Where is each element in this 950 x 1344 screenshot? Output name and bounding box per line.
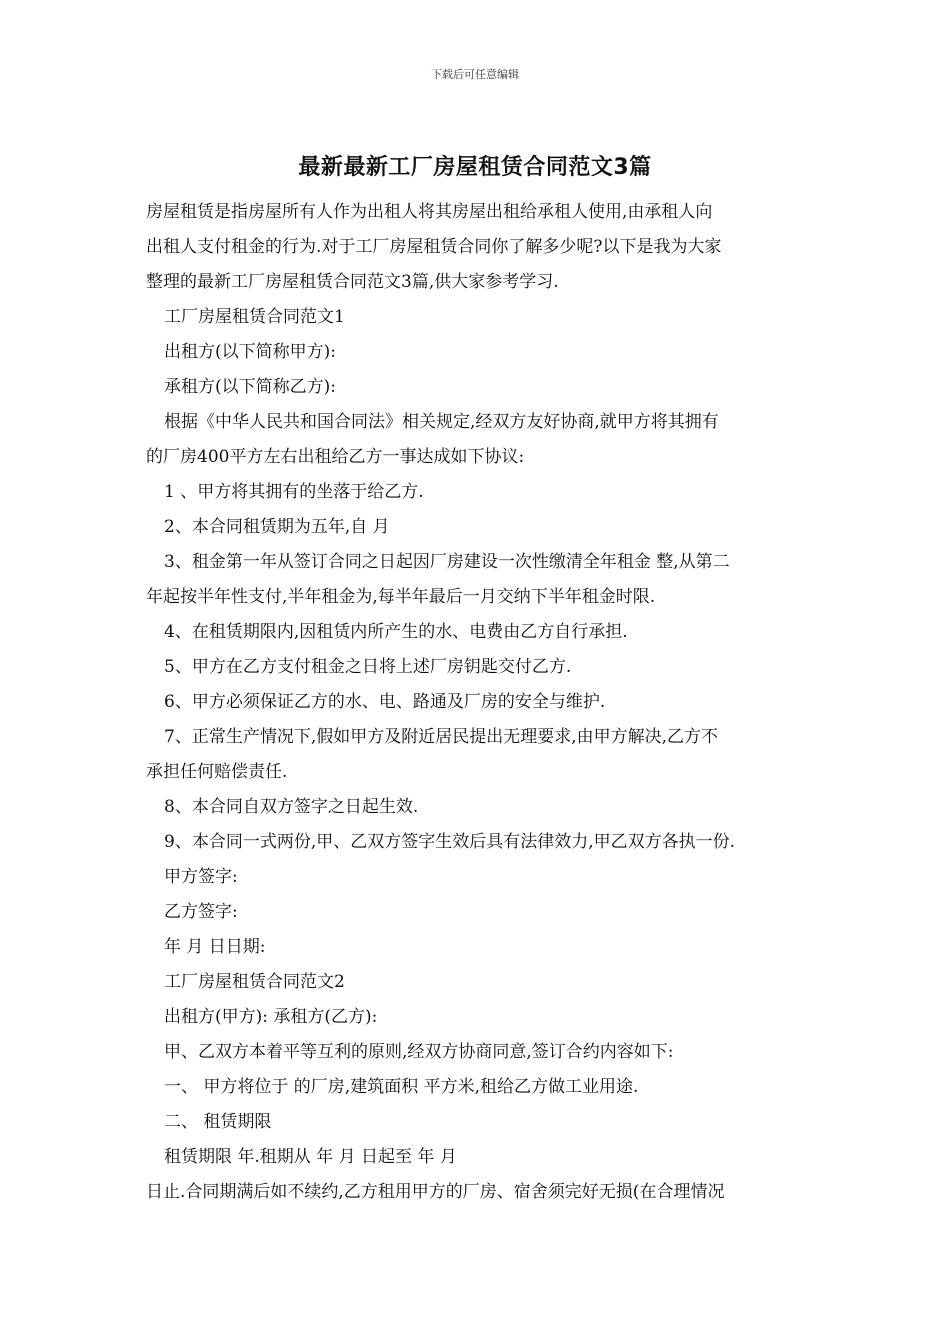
- clause-line: 日止.合同期满后如不续约,乙方租用甲方的厂房、宿舍须完好无损(在合理情况: [146, 1182, 725, 1202]
- signature-line: 乙方签字:: [164, 902, 238, 922]
- section-heading: 工厂房屋租赁合同范文2: [164, 972, 345, 992]
- clause-line: 5、甲方在乙方支付租金之日将上述厂房钥匙交付乙方.: [164, 657, 572, 677]
- paragraph-line: 出租方(甲方): 承租方(乙方):: [164, 1007, 378, 1027]
- date-line: 年 月 日日期:: [164, 937, 266, 957]
- paragraph-line: 出租方(以下简称甲方):: [164, 342, 336, 362]
- clause-line: 年起按半年性支付,半年租金为,每半年最后一月交纳下半年租金时限.: [146, 587, 656, 607]
- clause-line: 租赁期限 年.租期从 年 月 日起至 年 月: [164, 1147, 457, 1167]
- paragraph-line: 房屋租赁是指房屋所有人作为出租人将其房屋出租给承租人使用,由承租人向: [146, 202, 713, 222]
- signature-line: 甲方签字:: [164, 867, 238, 887]
- document-body: [146, 195, 816, 1210]
- paragraph-line: 甲、乙双方本着平等互利的原则,经双方协商同意,签订合约内容如下:: [164, 1042, 674, 1062]
- clause-line: 7、正常生产情况下,假如甲方及附近居民提出无理要求,由甲方解决,乙方不: [164, 727, 719, 747]
- clause-line: 1 、甲方将其拥有的坐落于给乙方.: [164, 482, 424, 502]
- paragraph-line: 承租方(以下简称乙方):: [164, 377, 336, 397]
- clause-line: 一、 甲方将位于 的厂房,建筑面积 平方米,租给乙方做工业用途.: [164, 1077, 639, 1097]
- clause-line: 承担任何赔偿责任.: [146, 762, 288, 782]
- document-title: 最新最新工厂房屋租赁合同范文3篇: [298, 155, 652, 180]
- paragraph-line: 根据《中华人民共和国合同法》相关规定,经双方友好协商,就甲方将其拥有: [164, 412, 719, 432]
- clause-line: 4、在租赁期限内,因租赁内所产生的水、电费由乙方自行承担.: [164, 622, 628, 642]
- clause-line: 8、本合同自双方签字之日起生效.: [164, 797, 419, 817]
- paragraph-line: 整理的最新工厂房屋租赁合同范文3篇,供大家参考学习.: [146, 272, 559, 292]
- header-note: 下载后可任意编辑: [431, 68, 519, 81]
- clause-line: 2、本合同租赁期为五年,自 月: [164, 517, 390, 537]
- clause-line: 6、甲方必须保证乙方的水、电、路通及厂房的安全与维护.: [164, 692, 606, 712]
- paragraph-line: 的厂房400平方左右出租给乙方一事达成如下协议:: [146, 447, 525, 467]
- clause-line: 9、本合同一式两份,甲、乙双方签字生效后具有法律效力,甲乙双方各执一份.: [164, 832, 736, 852]
- clause-line: 二、 租赁期限: [164, 1112, 272, 1132]
- paragraph-line: 出租人支付租金的行为.对于工厂房屋租赁合同你了解多少呢?以下是我为大家: [146, 237, 722, 257]
- clause-line: 3、租金第一年从签订合同之日起因厂房建设一次性缴清全年租金 整,从第二: [164, 552, 730, 572]
- section-heading: 工厂房屋租赁合同范文1: [164, 307, 345, 327]
